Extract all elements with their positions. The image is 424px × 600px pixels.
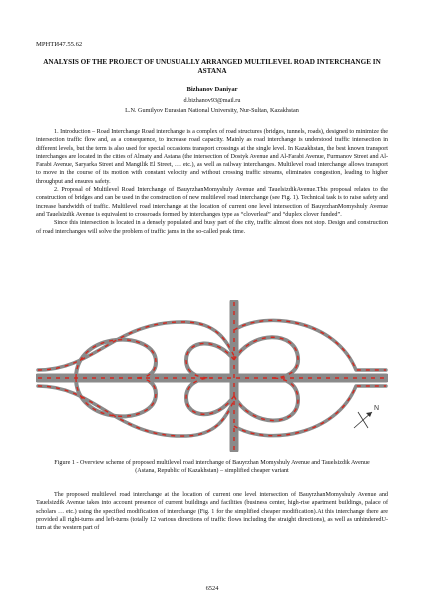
ramp-west-outer <box>38 322 234 370</box>
ramp-east-outer-south <box>234 386 386 436</box>
compass-letter: N <box>374 405 380 412</box>
author-name: Bizhanov Daniyar <box>186 86 238 93</box>
ramp-east-outer <box>234 320 386 370</box>
paragraph-proposed-interchange: The proposed multilevel road interchange at the location of current one level intersection of BauyrzhanMomyshuly Avenue and Tauelsizdik Avenue takes into account presence of current buildings and facilities (business center, high-rise apartment buildings, palace of scholars … etc.) using the specified modification of interchange (Fig. 1 for the simplified cheaper modification).At this interchange there are provided all right-turns and left-turns (totally 12 various directions of traffic flows including the straight directions), as well as unhinderedU-turn at the western part of <box>36 492 388 532</box>
loop-west-north <box>76 340 156 378</box>
loop-west-south <box>76 378 156 416</box>
paper-title: ANALYSIS OF THE PROJECT OF UNUSUALLY ARRANGED MULTILEVEL ROAD INTERCHANGE IN ASTANA <box>43 58 381 76</box>
paragraph-proposal: 2. Proposal of Multilevel Road Interchange of BauyrzhanMomyshuly Avenue and TauelsizdikAvenue.This proposal relates to the construction of bridges and can be used in the construction of new multilevel road interchange (see Fig. 1). Technical task is to raise safety and increase bandwidth of traffic. Multilevel road interchange at the location of current one level intersection of BauyrzhanMomyshuly Avenue and Tauelsizdik Avenue is equivalent to crossroads formed by interchanges type as “cloverleaf” and “duplex clover funded”. <box>36 187 388 218</box>
body-text-bottom <box>36 491 388 532</box>
paragraph-location: Since this intersection is located in a densely populated and busy part of the city, traffic almost does not stop. Design and construction of road interchanges will solve the problem of traffic jams in the so-called peak time. <box>36 220 388 235</box>
loop-west-of-vertical-south <box>186 378 234 414</box>
figure-caption: Figure 1 - Overview scheme of proposed multilevel road interchange of Bauyrzhan Momyshuly Avenue and Tauelsizdik Avenue (Astana, Republic of Kazakhstan) – simplified cheaper variant <box>54 460 370 475</box>
page-number: 6524 <box>205 585 219 592</box>
loop-east-north <box>234 337 298 378</box>
author-email: d.bizhanov93@mail.ru <box>183 97 241 104</box>
body-text-top <box>36 128 388 236</box>
author-affiliation: L.N. Gumilyov Eurasian National University, Nur-Sultan, Kazakhstan <box>125 107 299 114</box>
udc-code: МРНТИ47.55.62 <box>36 41 83 48</box>
loop-west-of-vertical-north <box>186 343 234 378</box>
paragraph-introduction: 1. Introduction – Road Interchange Road interchange is a complex of road structures (bridges, tunnels, roads), designed to minimize the intersection traffic flow and, as a consequence, to increase road capacity. Mainly as road interchange is understood traffic intersection in different levels, but the term is also used for special occasions transport crossings at the single level. In Kazakhstan, the best known transport interchanges are located in the cities of Almaty and Astana (the intersection of Dostyk Avenue and Al-Farabi Avenue, Furmanov Street and Al-Farabi Avenue, Saryarka Street and Mangilik El Street, … etc.), as well as railway interchanges. Multilevel road interchange allows transport to move in the course of its motion with constant velocity and without crossing traffic streams, eliminates congestion, leading to higher throughput and ensures safety. <box>36 129 388 185</box>
ramp-west-outer-south <box>38 386 234 436</box>
interchange-figure <box>36 300 388 452</box>
lane-marker <box>234 378 298 421</box>
loop-east-south <box>234 378 298 421</box>
compass-icon <box>354 405 379 428</box>
